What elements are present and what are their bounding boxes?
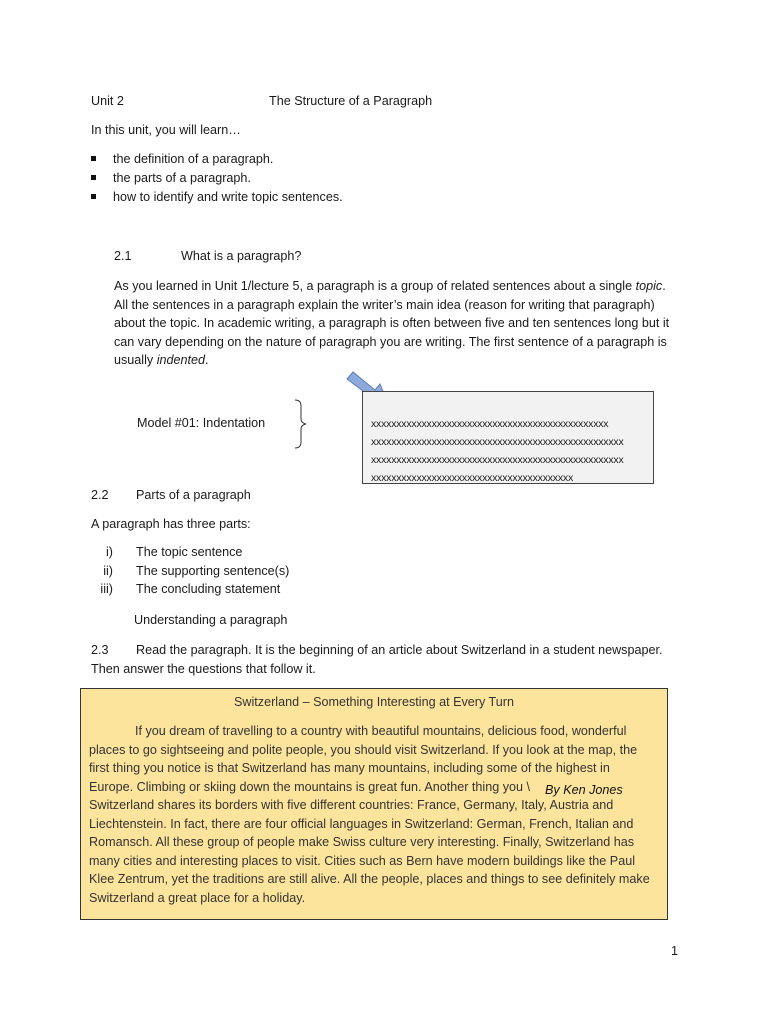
model-line: xxxxxxxxxxxxxxxxxxxxxxxxxxxxxxxxxxxxxxxxxxxxxxxxxx [371, 454, 624, 466]
section-2-2-heading: Parts of a paragraph [136, 488, 251, 502]
article-line: places to go sightseeing and polite people, you should visit Switzerland. If you look at the map, the [89, 742, 638, 757]
parts-list [91, 543, 290, 599]
article-line: Switzerland a great place for a holiday. [89, 890, 306, 905]
objectives-list [91, 150, 343, 207]
paragraph-line: All the sentences in a paragraph explain the writer’s main idea (reason for writing that paragraph) [114, 297, 655, 312]
list-item: the parts of a paragraph. [91, 169, 343, 188]
section-2-3-number: 2.3 [91, 643, 109, 657]
model-indentation-box [362, 391, 654, 484]
article-line: first thing you notice is that Switzerland has many mountains, including some of the highest in [89, 761, 610, 775]
paragraph-line: As you learned in Unit 1/lecture 5, a paragraph is a group of related sentences about a single topic. [114, 279, 666, 293]
article-line: Klee Zentrum, yet the traditions are still alive. All the people, places and things to see definitely make [89, 872, 650, 886]
page-title: The Structure of a Paragraph [269, 94, 433, 108]
page-number: 1 [671, 944, 679, 958]
list-item: the definition of a paragraph. [91, 150, 343, 169]
unit-label: Unit 2 [91, 94, 124, 108]
paragraph-line: about the topic. In academic writing, a paragraph is often between five and ten sentences long but it [114, 316, 670, 330]
article-line: Romansch. All these group of people make Swiss culture very interesting. Finally, Switzerland has [89, 835, 635, 849]
model-line: xxxxxxxxxxxxxxxxxxxxxxxxxxxxxxxxxxxxxxxx [371, 472, 574, 484]
model-line: xxxxxxxxxxxxxxxxxxxxxxxxxxxxxxxxxxxxxxxxxxxxxxxxxx [371, 436, 624, 448]
article-line: Liechtenstein. In fact, there are four official languages in Switzerland: German, French, Italian and [89, 816, 634, 831]
article-line: Europe. Climbing or skiing down the mountains is great fun. Another thing you \ [89, 779, 531, 794]
model-label: Model #01: Indentation [137, 416, 266, 430]
intro-text: In this unit, you will learn… [91, 123, 241, 137]
list-item: how to identify and write topic sentences. [91, 188, 343, 207]
right-brace-icon [292, 398, 312, 450]
article-line: If you dream of travelling to a country with beautiful mountains, delicious food, wonderful [135, 724, 627, 738]
article-title: Switzerland – Something Interesting at Every Turn [233, 695, 514, 709]
paragraph-line: usually indented. [114, 353, 209, 367]
understanding-subheading: Understanding a paragraph [134, 613, 288, 627]
section-2-1-number: 2.1 [114, 249, 132, 263]
article-line: Switzerland shares its borders with five different countries: France, Germany, Italy, Austria and [89, 798, 614, 812]
section-2-3-line: Read the paragraph. It is the beginning of an article about Switzerland in a student newspaper. [136, 643, 663, 657]
paragraph-line: can vary depending on the nature of paragraph you are writing. The first sentence of a paragraph is [114, 334, 667, 349]
article-line: many cities and interesting places to visit. Cities such as Bern have modern buildings like the Paul [89, 853, 636, 868]
section-2-2-number: 2.2 [91, 488, 109, 502]
section-2-2-intro: A paragraph has three parts: [91, 517, 251, 531]
section-2-3-line: Then answer the questions that follow it. [91, 661, 316, 676]
list-item: i) The topic sentence [106, 545, 243, 559]
section-2-1-heading: What is a paragraph? [181, 249, 302, 263]
list-item: ii) The supporting sentence(s) [103, 563, 290, 578]
list-item: iii) The concluding statement [100, 582, 281, 597]
byline: By Ken Jones [543, 781, 625, 800]
article-box [80, 688, 668, 920]
model-line: xxxxxxxxxxxxxxxxxxxxxxxxxxxxxxxxxxxxxxxxxxxxxxx [371, 418, 609, 430]
